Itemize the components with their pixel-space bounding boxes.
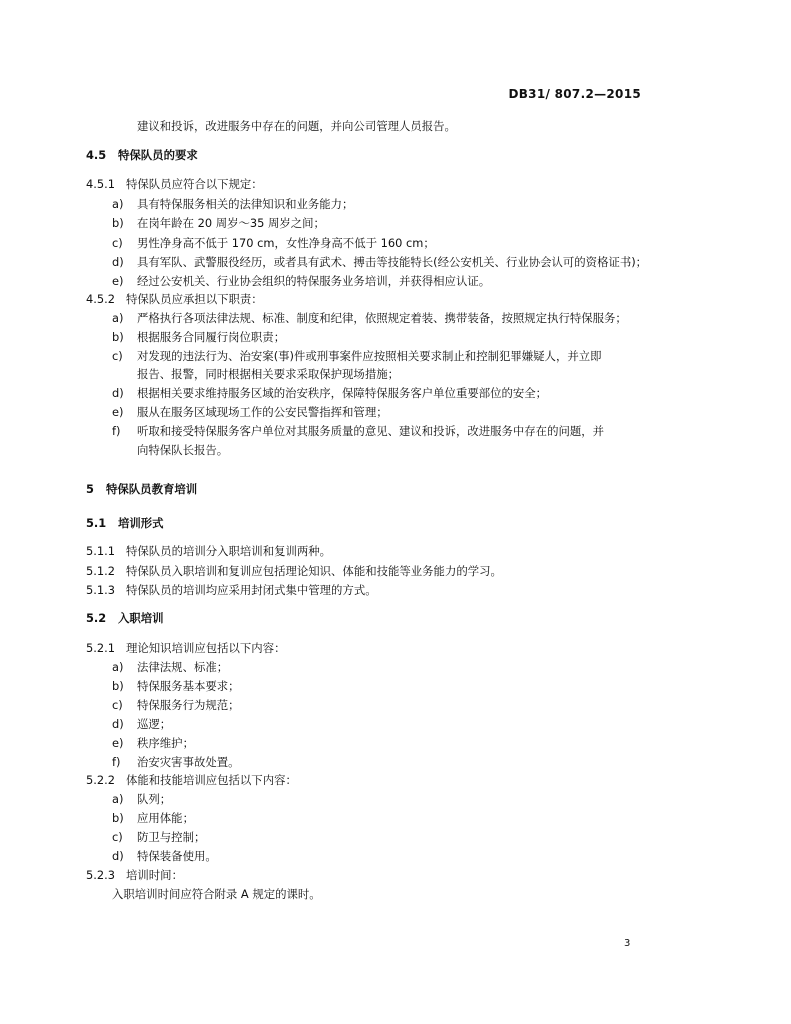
line-text: 特保队员的培训均应采用封闭式集中管理的方式。 — [126, 583, 377, 597]
line-text: 严格执行各项法律法规、标准、制度和纪律，依照规定着装、携带装备，按照规定执行特保服务； — [137, 311, 627, 325]
line-text: 男性净身高不低于 170 cm，女性净身高不低于 160 cm； — [137, 236, 435, 250]
line-text: 入职培训 — [118, 611, 164, 625]
list-marker: c) — [112, 349, 123, 363]
line-text: 理论知识培训应包括以下内容： — [126, 641, 286, 655]
page-number: 3 — [624, 938, 631, 949]
clause-number: 4.5.2 — [86, 292, 115, 306]
clause-number: 5.2.1 — [86, 641, 115, 655]
line-text: 特保服务行为规范； — [137, 698, 240, 712]
line-text: 治安灾害事故处置。 — [137, 755, 240, 769]
line-text: 具有特保服务相关的法律知识和业务能力； — [137, 197, 354, 211]
line-text: 应用体能； — [137, 811, 194, 825]
line-text: 具有军队、武警服役经历，或者具有武术、搏击等技能特长(经公安机关、行业协会认可的资格证书)； — [137, 255, 648, 269]
line-text: 根据相关要求维持服务区域的治安秩序，保障特保服务客户单位重要部位的安全； — [137, 386, 548, 400]
list-marker: c) — [112, 236, 123, 250]
line-text: 特保队员教育培训 — [106, 482, 198, 496]
clause-number: 4.5 — [86, 148, 107, 162]
document-code: DB31/ 807.2—2015 — [508, 87, 641, 101]
clause-number: 5.2.3 — [86, 868, 115, 882]
line-text: 体能和技能培训应包括以下内容： — [126, 773, 297, 787]
list-marker: e) — [112, 274, 124, 288]
line-text: 服从在服务区域现场工作的公安民警指挥和管理； — [137, 405, 388, 419]
line-text: 队列； — [137, 792, 172, 806]
line-text: 报告、报警，同时根据相关要求采取保护现场措施； — [137, 367, 399, 381]
list-marker: f) — [112, 755, 121, 769]
line-text: 培训时间： — [126, 868, 183, 882]
list-marker: d) — [112, 386, 124, 400]
list-marker: b) — [112, 216, 124, 230]
line-text: 听取和接受特保服务客户单位对其服务质量的意见、建议和投诉，改进服务中存在的问题，并 — [137, 424, 605, 438]
list-marker: e) — [112, 405, 124, 419]
line-text: 特保队员入职培训和复训应包括理论知识、体能和技能等业务能力的学习。 — [126, 564, 502, 578]
list-marker: a) — [112, 792, 124, 806]
clause-number: 5 — [86, 482, 94, 496]
clause-number: 5.1.2 — [86, 564, 115, 578]
line-text: 经过公安机关、行业协会组织的特保服务业务培训，并获得相应认证。 — [137, 274, 491, 288]
list-marker: a) — [112, 311, 124, 325]
line-text: 特保服务基本要求； — [137, 679, 240, 693]
line-text: 秩序维护； — [137, 736, 194, 750]
line-text: 建议和投诉，改进服务中存在的问题，并向公司管理人员报告。 — [137, 119, 456, 133]
clause-number: 5.2.2 — [86, 773, 115, 787]
clause-number: 5.1.3 — [86, 583, 115, 597]
line-text: 特保队员的培训分入职培训和复训两种。 — [126, 544, 332, 558]
line-text: 入职培训时间应符合附录 A 规定的课时。 — [112, 887, 321, 901]
line-text: 巡逻； — [137, 717, 172, 731]
line-text: 法律法规、标准； — [137, 660, 229, 674]
line-text: 培训形式 — [118, 516, 164, 530]
list-marker: d) — [112, 255, 124, 269]
list-marker: a) — [112, 660, 124, 674]
clause-number: 4.5.1 — [86, 177, 115, 191]
list-marker: b) — [112, 679, 124, 693]
clause-number: 5.2 — [86, 611, 107, 625]
list-marker: b) — [112, 811, 124, 825]
line-text: 特保队员应承担以下职责： — [126, 292, 263, 306]
list-marker: d) — [112, 849, 124, 863]
line-text: 特保队员应符合以下规定： — [126, 177, 263, 191]
clause-number: 5.1 — [86, 516, 107, 530]
line-text: 特保队员的要求 — [118, 148, 198, 162]
line-text: 特保装备使用。 — [137, 849, 217, 863]
line-text: 对发现的违法行为、治安案(事)件或刑事案件应按照相关要求制止和控制犯罪嫌疑人，并立即 — [137, 349, 602, 363]
list-marker: f) — [112, 424, 121, 438]
line-text: 向特保队长报告。 — [137, 443, 229, 457]
list-marker: d) — [112, 717, 124, 731]
list-marker: c) — [112, 830, 123, 844]
list-marker: c) — [112, 698, 123, 712]
line-text: 在岗年龄在 20 周岁～35 周岁之间； — [137, 216, 325, 230]
list-marker: b) — [112, 330, 124, 344]
line-text: 防卫与控制； — [137, 830, 206, 844]
clause-number: 5.1.1 — [86, 544, 115, 558]
line-text: 根据服务合同履行岗位职责； — [137, 330, 286, 344]
list-marker: a) — [112, 197, 124, 211]
list-marker: e) — [112, 736, 124, 750]
